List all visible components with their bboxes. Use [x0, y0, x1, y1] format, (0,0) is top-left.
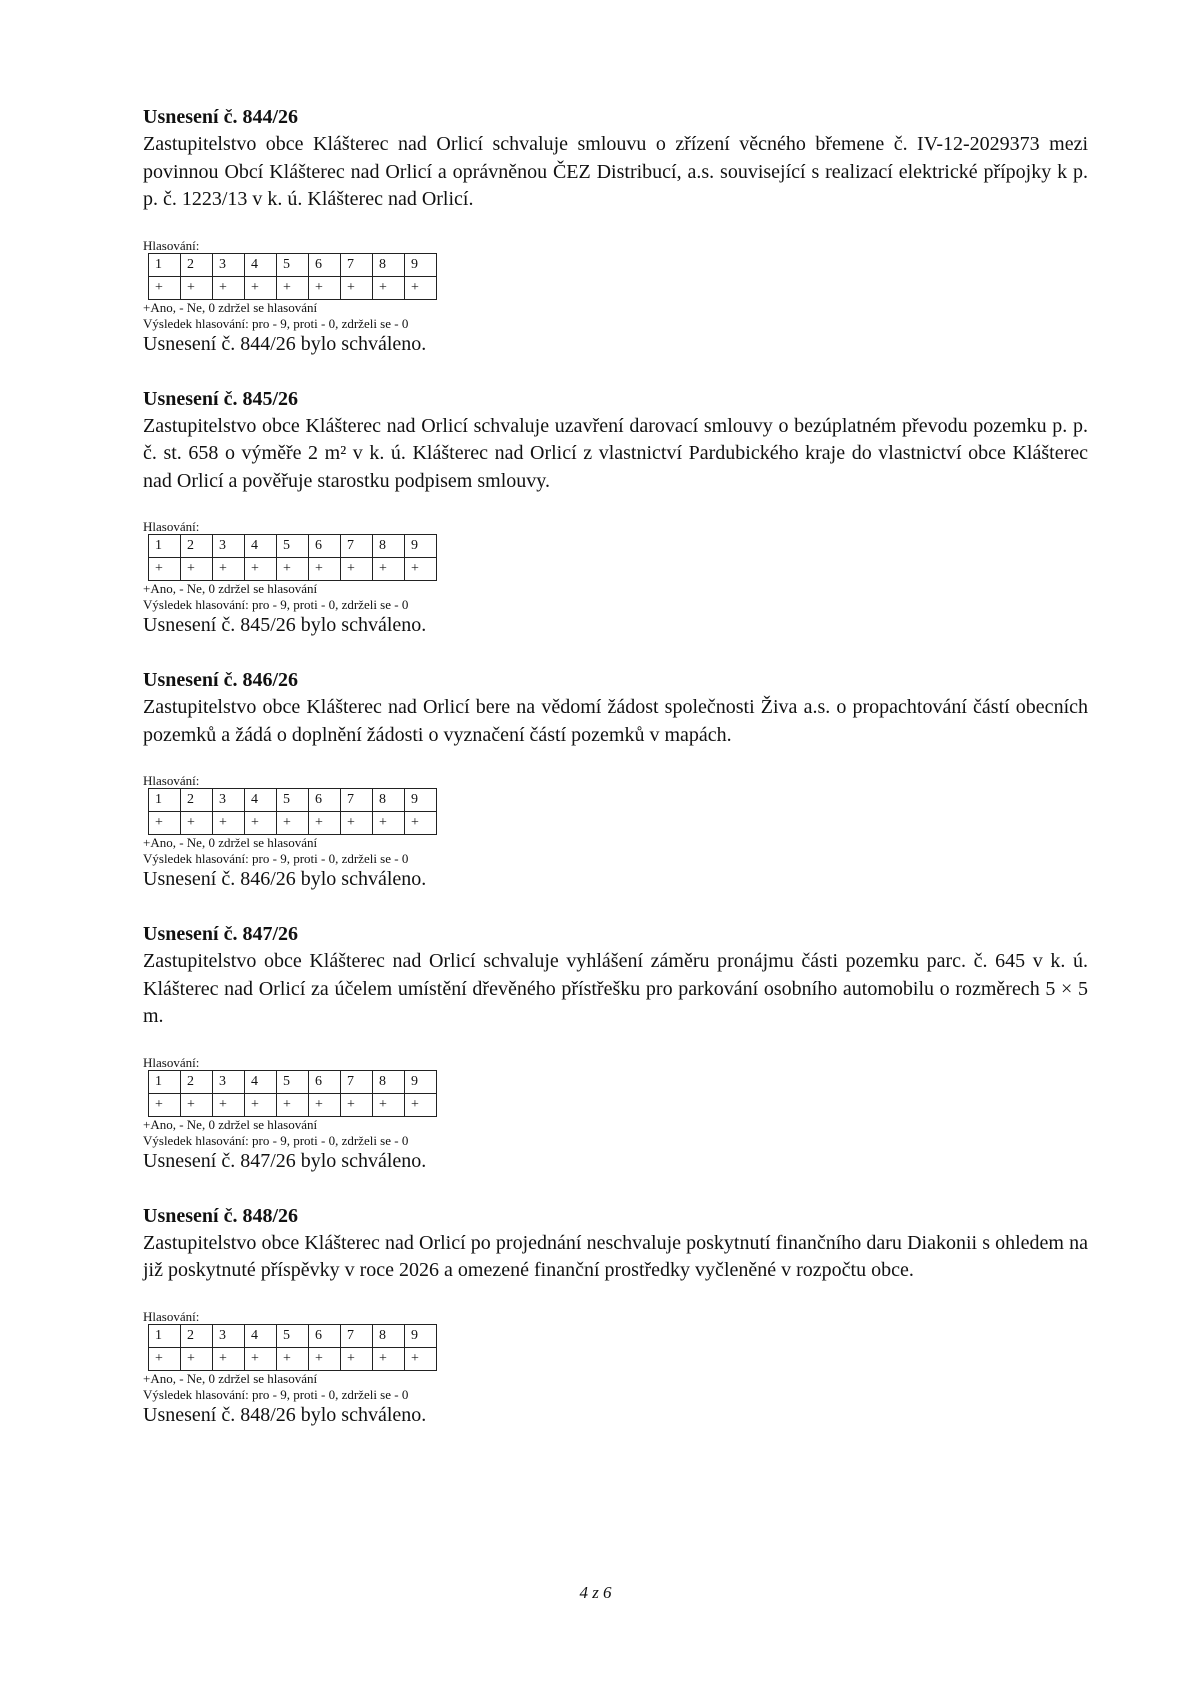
vote-value-cell: +: [149, 1347, 181, 1370]
resolution-block: [143, 104, 1088, 386]
vote-value-cell: +: [341, 276, 373, 299]
member-number-cell: 4: [245, 253, 277, 276]
vote-value-cell: +: [405, 276, 437, 299]
vote-value-cell: +: [405, 812, 437, 835]
member-number-cell: 3: [213, 253, 245, 276]
voting-label: Hlasování:: [143, 1308, 200, 1324]
voting-value-row: [149, 1093, 437, 1116]
member-number-cell: 8: [373, 1070, 405, 1093]
voting-legend: +Ano, - Ne, 0 zdržel se hlasování: [143, 581, 318, 596]
vote-value-cell: +: [245, 276, 277, 299]
vote-value-cell: +: [405, 558, 437, 581]
vote-value-cell: +: [181, 1093, 213, 1116]
member-number-cell: 6: [309, 253, 341, 276]
member-number-cell: 2: [181, 253, 213, 276]
resolution-block: [143, 1203, 1088, 1427]
document-page: [143, 104, 1088, 1427]
vote-value-cell: +: [405, 1347, 437, 1370]
member-number-cell: 1: [149, 253, 181, 276]
vote-value-cell: +: [341, 558, 373, 581]
resolution-outcome: Usnesení č. 844/26 bylo schváleno.: [143, 332, 427, 355]
voting-table: [148, 253, 437, 300]
voting-value-row: [149, 558, 437, 581]
member-number-cell: 2: [181, 1324, 213, 1347]
resolution-text: Zastupitelstvo obce Klášterec nad Orlicí schvaluje uzavření darovací smlouvy o bezúplatném převodu pozemku p. p. č. st. 658 o výměře 2 m² v k. ú. Klášterec nad Orlicí z vlastnictví Pardubického kraje do vlastnictví obce Klášterec nad Orlicí a pověřuje starostku podpisem smlouvy.: [143, 414, 1088, 492]
vote-value-cell: +: [309, 558, 341, 581]
vote-value-cell: +: [309, 1347, 341, 1370]
vote-value-cell: +: [213, 1093, 245, 1116]
voting-member-row: [149, 1070, 437, 1093]
member-number-cell: 3: [213, 1070, 245, 1093]
resolution-outcome: Usnesení č. 848/26 bylo schváleno.: [143, 1403, 427, 1426]
vote-value-cell: +: [245, 812, 277, 835]
vote-value-cell: +: [181, 276, 213, 299]
member-number-cell: 6: [309, 1324, 341, 1347]
vote-value-cell: +: [149, 558, 181, 581]
member-number-cell: 1: [149, 1070, 181, 1093]
vote-value-cell: +: [213, 812, 245, 835]
voting-value-row: [149, 1347, 437, 1370]
member-number-cell: 1: [149, 789, 181, 812]
voting-table: [148, 1070, 437, 1117]
spacer: [143, 356, 1088, 386]
vote-value-cell: +: [181, 1347, 213, 1370]
resolution-text: Zastupitelstvo obce Klášterec nad Orlicí po projednání neschvaluje poskytnutí finančního daru Diakonii s ohledem na již poskytnuté příspěvky v roce 2026 a omezené finanční prostředky vyčleněné v rozpočtu obce.: [143, 1231, 1088, 1281]
member-number-cell: 2: [181, 535, 213, 558]
member-number-cell: 5: [277, 535, 309, 558]
member-number-cell: 3: [213, 789, 245, 812]
resolution-text: Zastupitelstvo obce Klášterec nad Orlicí schvaluje smlouvu o zřízení věcného břemene č. IV-12-2029373 mezi povinnou Obcí Klášterec nad Orlicí a oprávněnou ČEZ Distribucí, a.s. související s realizací elektrické přípojky k p. p. č. 1223/13 v k. ú. Klášterec nad Orlicí.: [143, 133, 1088, 210]
member-number-cell: 2: [181, 789, 213, 812]
vote-value-cell: +: [309, 1093, 341, 1116]
voting-label: Hlasování:: [143, 1054, 200, 1070]
vote-value-cell: +: [277, 276, 309, 299]
member-number-cell: 8: [373, 535, 405, 558]
resolution-outcome: Usnesení č. 847/26 bylo schváleno.: [143, 1149, 427, 1172]
resolution-text: Zastupitelstvo obce Klášterec nad Orlicí schvaluje vyhlášení záměru pronájmu části pozemku parc. č. 645 v k. ú. Klášterec nad Orlicí za účelem umístění dřevěného přístřešku pro parkování osobního automobilu o rozměrech 5 × 5 m.: [143, 950, 1088, 1027]
member-number-cell: 1: [149, 535, 181, 558]
member-number-cell: 7: [341, 535, 373, 558]
voting-label: Hlasování:: [143, 237, 200, 253]
member-number-cell: 4: [245, 1324, 277, 1347]
voting-table: [148, 788, 437, 835]
voting-legend: +Ano, - Ne, 0 zdržel se hlasování: [143, 1116, 318, 1132]
member-number-cell: 7: [341, 789, 373, 812]
resolution-title: Usnesení č. 844/26: [143, 106, 298, 128]
vote-value-cell: +: [245, 1347, 277, 1370]
member-number-cell: 6: [309, 1070, 341, 1093]
voting-legend: +Ano, - Ne, 0 zdržel se hlasování: [143, 299, 318, 315]
vote-value-cell: +: [181, 558, 213, 581]
voting-member-row: [149, 253, 437, 276]
member-number-cell: 5: [277, 789, 309, 812]
vote-value-cell: +: [405, 1093, 437, 1116]
voting-legend: +Ano, - Ne, 0 zdržel se hlasování: [143, 835, 318, 850]
voting-result: Výsledek hlasování: pro - 9, proti - 0, zdrželi se - 0: [143, 851, 409, 866]
member-number-cell: 5: [277, 253, 309, 276]
member-number-cell: 8: [373, 253, 405, 276]
member-number-cell: 9: [405, 1070, 437, 1093]
vote-value-cell: +: [373, 276, 405, 299]
voting-member-row: [149, 535, 437, 558]
vote-value-cell: +: [213, 1347, 245, 1370]
voting-label: Hlasování:: [143, 773, 200, 788]
vote-value-cell: +: [341, 1093, 373, 1116]
member-number-cell: 2: [181, 1070, 213, 1093]
vote-value-cell: +: [245, 1093, 277, 1116]
vote-value-cell: +: [373, 1093, 405, 1116]
voting-member-row: [149, 1324, 437, 1347]
spacer: [143, 637, 1088, 667]
vote-value-cell: +: [309, 276, 341, 299]
vote-value-cell: +: [181, 812, 213, 835]
resolution-block: [143, 386, 1088, 668]
vote-value-cell: +: [277, 558, 309, 581]
member-number-cell: 9: [405, 535, 437, 558]
member-number-cell: 8: [373, 789, 405, 812]
member-number-cell: 7: [341, 253, 373, 276]
vote-value-cell: +: [245, 558, 277, 581]
member-number-cell: 7: [341, 1070, 373, 1093]
voting-member-row: [149, 789, 437, 812]
vote-value-cell: +: [213, 558, 245, 581]
resolution-title: Usnesení č. 846/26: [143, 669, 298, 691]
voting-value-row: [149, 812, 437, 835]
member-number-cell: 1: [149, 1324, 181, 1347]
spacer: [143, 891, 1088, 921]
vote-value-cell: +: [277, 1347, 309, 1370]
member-number-cell: 9: [405, 253, 437, 276]
voting-value-row: [149, 276, 437, 299]
member-number-cell: 7: [341, 1324, 373, 1347]
voting-result: Výsledek hlasování: pro - 9, proti - 0, zdrželi se - 0: [143, 597, 409, 612]
resolution-title: Usnesení č. 845/26: [143, 387, 298, 410]
vote-value-cell: +: [277, 812, 309, 835]
member-number-cell: 5: [277, 1070, 309, 1093]
vote-value-cell: +: [149, 276, 181, 299]
spacer: [143, 1173, 1088, 1203]
page-number: 4 z 6: [579, 1583, 612, 1602]
member-number-cell: 6: [309, 789, 341, 812]
voting-result: Výsledek hlasování: pro - 9, proti - 0, zdrželi se - 0: [143, 1132, 409, 1148]
vote-value-cell: +: [309, 812, 341, 835]
member-number-cell: 4: [245, 1070, 277, 1093]
voting-table: [148, 534, 437, 581]
resolution-outcome: Usnesení č. 846/26 bylo schváleno.: [143, 868, 427, 890]
member-number-cell: 8: [373, 1324, 405, 1347]
member-number-cell: 9: [405, 789, 437, 812]
vote-value-cell: +: [149, 812, 181, 835]
resolution-title: Usnesení č. 847/26: [143, 923, 298, 945]
vote-value-cell: +: [373, 558, 405, 581]
vote-value-cell: +: [277, 1093, 309, 1116]
voting-label: Hlasování:: [143, 519, 200, 534]
voting-result: Výsledek hlasování: pro - 9, proti - 0, zdrželi se - 0: [143, 315, 409, 331]
resolution-title: Usnesení č. 848/26: [143, 1204, 298, 1227]
resolution-block: [143, 921, 1088, 1203]
vote-value-cell: +: [373, 1347, 405, 1370]
resolution-text: Zastupitelstvo obce Klášterec nad Orlicí bere na vědomí žádost společnosti Živa a.s. o propachtování částí obecních pozemků a žádá o doplnění žádosti o vyznačení částí pozemků v mapách.: [143, 696, 1088, 746]
member-number-cell: 3: [213, 1324, 245, 1347]
member-number-cell: 6: [309, 535, 341, 558]
member-number-cell: 5: [277, 1324, 309, 1347]
vote-value-cell: +: [149, 1093, 181, 1116]
voting-table: [148, 1324, 437, 1371]
resolution-block: [143, 667, 1088, 921]
resolution-outcome: Usnesení č. 845/26 bylo schváleno.: [143, 614, 427, 636]
vote-value-cell: +: [213, 276, 245, 299]
voting-result: Výsledek hlasování: pro - 9, proti - 0, zdrželi se - 0: [143, 1386, 409, 1402]
member-number-cell: 4: [245, 535, 277, 558]
vote-value-cell: +: [373, 812, 405, 835]
vote-value-cell: +: [341, 1347, 373, 1370]
voting-legend: +Ano, - Ne, 0 zdržel se hlasování: [143, 1370, 318, 1386]
member-number-cell: 3: [213, 535, 245, 558]
vote-value-cell: +: [341, 812, 373, 835]
member-number-cell: 4: [245, 789, 277, 812]
member-number-cell: 9: [405, 1324, 437, 1347]
